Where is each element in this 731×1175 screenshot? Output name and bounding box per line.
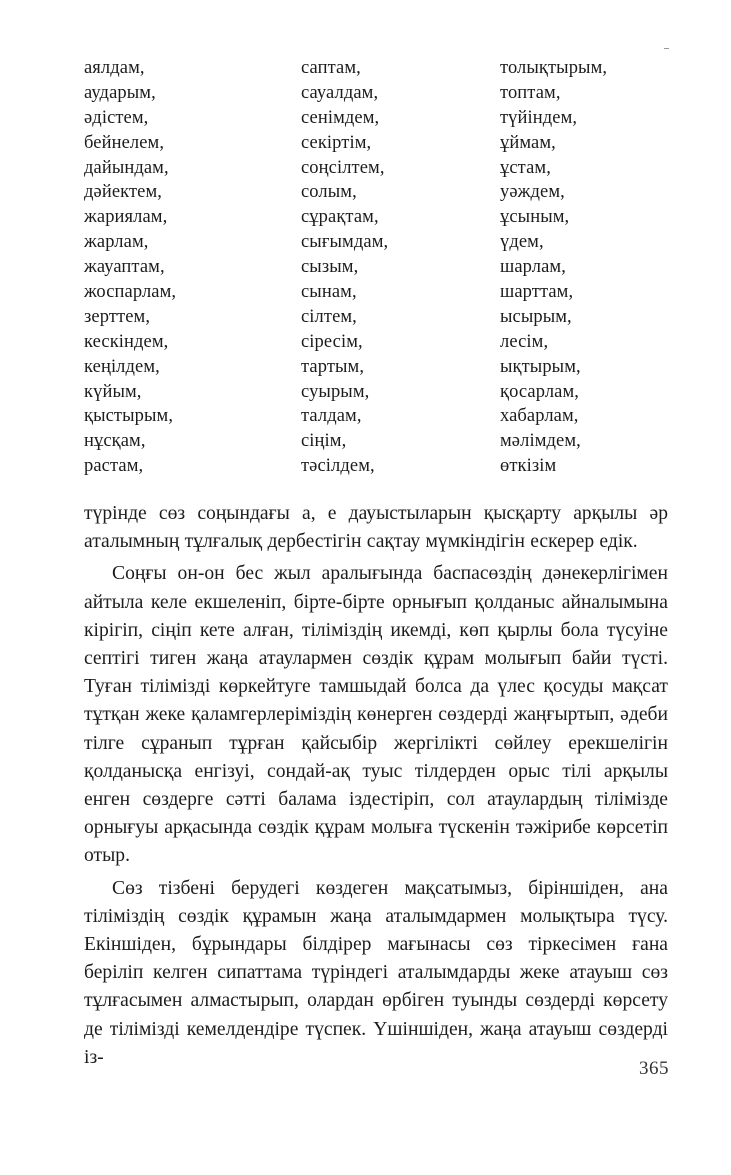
word-list-item: саптам, — [301, 58, 361, 78]
word-list-item: өткізім — [500, 456, 557, 477]
word-list-item: хабарлам, — [500, 406, 579, 427]
word-list-item: бейнелем, — [84, 132, 165, 153]
word-list-item: ысырым, — [500, 306, 572, 327]
word-list-item: сұрақтам, — [301, 207, 379, 228]
word-list-item: соңсілтем, — [301, 157, 385, 178]
word-list-item: дәйектем, — [84, 182, 163, 203]
word-list-item: жариялам, — [84, 207, 168, 228]
word-list-item: жоспарлам, — [84, 282, 177, 303]
word-list-item: толықтырым, — [500, 58, 608, 78]
word-list-item: шарлам, — [500, 257, 566, 278]
word-list-item: күйым, — [84, 381, 142, 402]
word-list-item: уәждем, — [500, 182, 565, 203]
word-list-item: суырым, — [301, 381, 370, 402]
word-list-item: шарттам, — [500, 282, 574, 303]
paragraph: Соңғы он-он бес жыл аралығында баспасөздің дәнекерлігімен айтыла келе екшеленіп, бірте-бірте орнығып қолданыс айналымына кірігіп, сіңіп кете алған, тіліміздің икемді, көп қырлы бола түсуіне септігі тиген жаңа атаулармен сөздік құрам молығып байи түсті. Туған тілімізді көркейтуге тамшыдай болса да үлес қосуды мақсат тұтқан жеке қаламгерлеріміздің көнерген сөздерді жаңғыртып, әдеби тілге сұранып тұрған қайсыбір жергілікті сөйлеу ерекшелігін қолданысқа енгізуі, сондай-ақ туыс тілдерден орыс тілі арқылы енген сөздерге сәтті балама іздестіріп, сол атаулардың тілімізде орнығуы арқасында сөздік құрам молыға түскенін тәжірибе көрсетіп отыр. — [84, 563, 668, 867]
word-list-item: сызым, — [301, 257, 359, 278]
word-list-item: ұймам, — [500, 132, 556, 153]
word-list-item: сынам, — [301, 282, 357, 303]
word-list-item: сілтем, — [301, 306, 357, 327]
word-list-item: сығымдам, — [301, 232, 389, 253]
word-list-item: тартым, — [301, 356, 365, 377]
paragraph: Сөз тізбені берудегі көздеген мақсатымыз, біріншіден, ана тіліміздің сөздік құрамын жаңа аталымдармен молықтыра түсу. Екіншіден, бұрындары білдірер мағынасы сөз тіркесімен ғана беріліп келген сипаттама түріндегі аталымдарды жеке атауыш сөз тұлғасымен алмастырып, олардан өрбіген туынды сөздерді көрсету де тілімізді кемелдендіре түспек. Үшіншіден, жаңа атауыш сөздерді із- — [84, 877, 668, 1068]
word-list-item: растам, — [84, 456, 144, 477]
word-list-item: талдам, — [301, 406, 362, 427]
print-speck — [664, 48, 669, 49]
word-list-item: жауаптам, — [84, 257, 165, 278]
word-column-2 — [301, 56, 388, 479]
word-list-item: нұсқам, — [84, 431, 146, 452]
word-list-item: аударым, — [84, 82, 156, 103]
word-list-item: дайындам, — [84, 157, 169, 178]
word-list-item: кескіндем, — [84, 331, 169, 352]
word-column-1 — [84, 56, 176, 479]
word-list-item: қыстырым, — [84, 406, 174, 427]
word-list-item: сауалдам, — [301, 82, 379, 103]
word-list-item: сенімдем, — [301, 107, 380, 128]
word-list-item: секіртім, — [301, 132, 372, 153]
word-list-item: үдем, — [500, 232, 544, 253]
word-list-item: қосарлам, — [500, 381, 580, 402]
page-number: 365 — [639, 1058, 669, 1079]
word-list-item: ұстам, — [500, 157, 551, 178]
word-list-item: топтам, — [500, 82, 561, 103]
word-list-item: кеңілдем, — [84, 356, 160, 377]
word-list-item: ұсыным, — [500, 207, 570, 228]
word-list-item: жарлам, — [84, 232, 149, 253]
word-list-item: тәсілдем, — [301, 456, 375, 477]
paragraph-continuation: түрінде сөз соңындағы а, е дауыстыларын қысқарту арқылы әр аталымның тұлғалық дербестігін сақтау мүмкіндігін ескерер едік. — [84, 503, 668, 553]
word-list-item: зерттем, — [84, 306, 151, 327]
word-list-item: солым, — [301, 182, 357, 203]
word-list-item: ықтырым, — [500, 356, 581, 377]
word-list-item: аялдам, — [84, 58, 145, 78]
word-list-item: сіресім, — [301, 331, 363, 352]
word-list-item: әдістем, — [84, 107, 149, 128]
word-list-item: мәлімдем, — [500, 431, 581, 452]
word-list-item: лесім, — [500, 331, 549, 352]
word-list-item: сіңім, — [301, 431, 347, 452]
word-column-3 — [500, 56, 607, 479]
word-list-item: түйіндем, — [500, 107, 578, 128]
body-text — [84, 500, 668, 1076]
